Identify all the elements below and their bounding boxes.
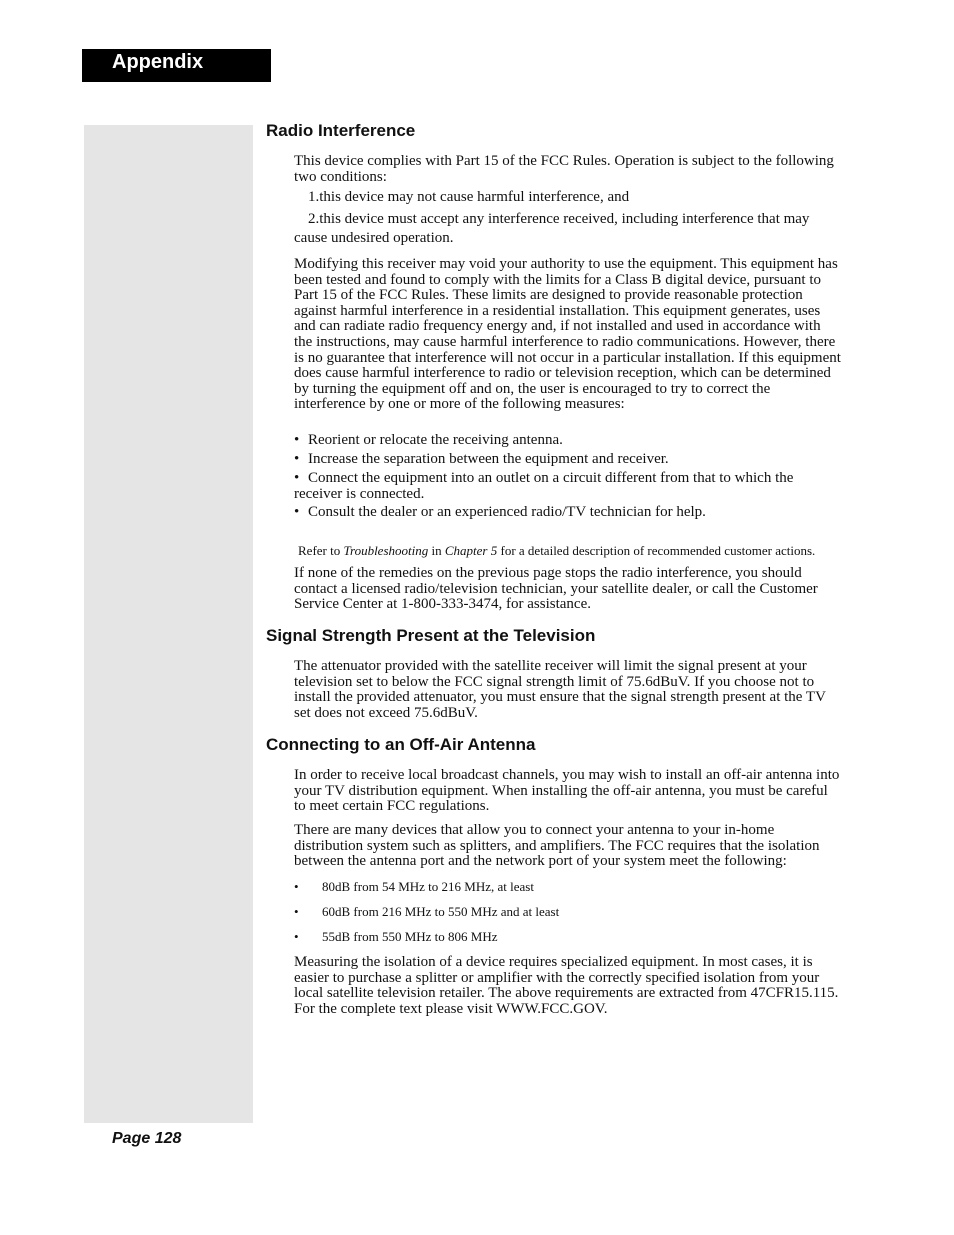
measure-4: Consult the dealer or an experienced radio/TV technician for help. bbox=[308, 504, 706, 520]
radio-condition-2a: 2.this device must accept any interference received, including interference that may bbox=[308, 211, 810, 227]
radio-remedies-paragraph: If none of the remedies on the previous page stops the radio interference, you should contact a licensed radio/television technician, your satellite dealer, or call the Customer Service Center at 1-800-333-3474, for assistance. bbox=[294, 565, 818, 613]
radio-modifying-paragraph: Modifying this receiver may void your authority to use the equipment. This equipment has been tested and found to comply with the limits for a Class B digital device, pursuant to Part 15 of the FCC Rules. These limits are designed to provide reasonable protection against harmful interference in a residential installation. This equipment generates, uses and can radiate radio frequency energy and, if not installed and used in accordance with the instructions, may cause harmful interference to radio communications. However, there is no guarantee that interference will not occur in a particular installation. If this equipment does cause harmful interference to radio or television reception, which can be determined by turning the equipment off and on, the user is encouraged to try to correct the interference by one or more of the following measures: bbox=[294, 256, 841, 413]
bullet-icon: • bbox=[294, 504, 300, 520]
measure-2: Increase the separation between the equipment and receiver. bbox=[308, 451, 669, 467]
note-link-troubleshooting: Troubleshooting bbox=[343, 543, 429, 558]
measure-1: Reorient or relocate the receiving antenna. bbox=[308, 432, 563, 448]
section-header bbox=[82, 49, 271, 82]
section-title: Appendix bbox=[112, 51, 204, 73]
list-item bbox=[294, 505, 842, 521]
page-number: Page 128 bbox=[112, 1130, 182, 1147]
radio-condition-2b: cause undesired operation. bbox=[294, 230, 454, 246]
heading-off-air-antenna: Connecting to an Off-Air Antenna bbox=[266, 735, 536, 754]
bullet-icon: • bbox=[294, 879, 299, 894]
list-item bbox=[294, 433, 842, 449]
side-margin-column bbox=[84, 125, 253, 1123]
isolation-req-1: 80dB from 54 MHz to 216 MHz, at least bbox=[322, 879, 534, 894]
note-link-chapter: Chapter 5 bbox=[444, 543, 498, 558]
radio-condition-1: 1.this device may not cause harmful interference, and bbox=[308, 189, 630, 205]
list-item bbox=[294, 471, 842, 502]
bullet-icon: • bbox=[294, 451, 300, 467]
note-text: Refer to bbox=[298, 543, 344, 558]
bullet-icon: • bbox=[294, 432, 300, 448]
antenna-paragraph-3: Measuring the isolation of a device requires specialized equipment. In most cases, it is easier to purchase a splitter or amplifier with the correctly specified isolation from your local satellite television retailer. The above requirements are extracted from 47CFR15.115. For the complete text please visit WWW.FCC.GOV. bbox=[294, 954, 839, 1017]
radio-intro: This device complies with Part 15 of the FCC Rules. Operation is subject to the following two conditions: bbox=[294, 153, 834, 185]
note-text: for a detailed description of recommended customer actions. bbox=[497, 543, 816, 558]
isolation-req-3: 55dB from 550 MHz to 806 MHz bbox=[322, 929, 498, 944]
measure-3: Connect the equipment into an outlet on a circuit different from that to which the receiver is connected. bbox=[294, 470, 794, 502]
antenna-paragraph-2: There are many devices that allow you to connect your antenna to your in-home distribution system such as splitters, and amplifiers. The FCC requires that the isolation between the antenna port and the network port of your system meet the following: bbox=[294, 822, 820, 870]
isolation-req-2: 60dB from 216 MHz to 550 MHz and at least bbox=[322, 904, 560, 919]
heading-radio-interference: Radio Interference bbox=[266, 121, 416, 140]
list-item bbox=[294, 452, 842, 468]
antenna-paragraph-1: In order to receive local broadcast channels, you may wish to install an off-air antenna into your TV distribution equipment. When installing the off-air antenna, you must be careful to meet certain FCC regulations. bbox=[294, 767, 840, 815]
note-text: in bbox=[428, 543, 445, 558]
bullet-icon: • bbox=[294, 470, 300, 486]
bullet-icon: • bbox=[294, 929, 299, 944]
signal-paragraph: The attenuator provided with the satellite receiver will limit the signal present at your television set to below the FCC signal strength limit of 75.6dBuV. If you choose not to install the provided attenuator, you must ensure that the signal strength present at the TV set does not exceed 75.6dBuV. bbox=[294, 658, 826, 721]
heading-signal-strength: Signal Strength Present at the Television bbox=[266, 626, 596, 645]
troubleshooting-note bbox=[298, 543, 838, 558]
bullet-icon: • bbox=[294, 904, 299, 919]
